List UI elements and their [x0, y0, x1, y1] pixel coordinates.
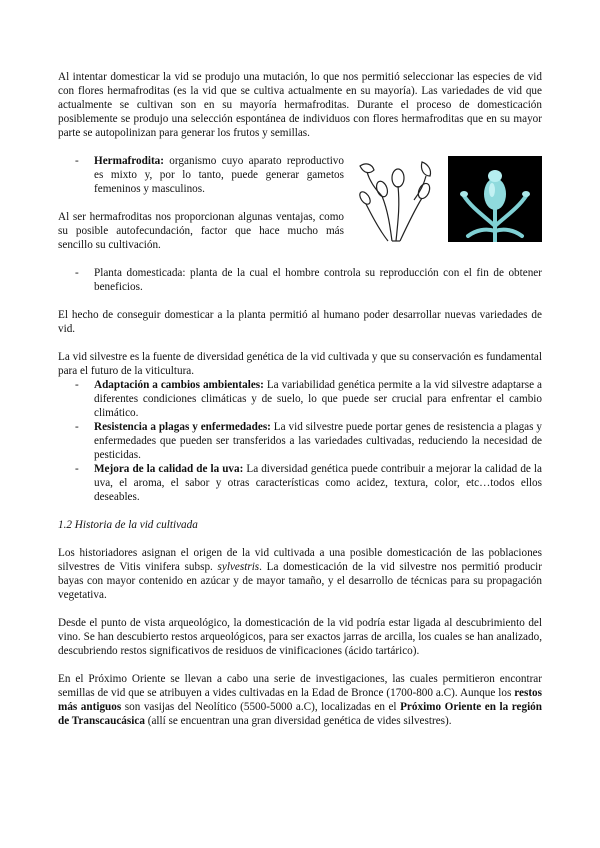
- bullet-dash: -: [75, 463, 79, 475]
- advantages-paragraph: Al ser hermafroditas nos proporcionan algunas ventajas, como su posible autofecundación, factor que hace mucho más sencillo su cultivación.: [58, 211, 344, 251]
- benefit-term: Mejora de la calidad de la uva:: [94, 463, 244, 475]
- benefit-item: [58, 378, 542, 420]
- benefit-text: La diversidad genética puede contribuir a mejorar la calidad de la uva, el aroma, el sabor y otras características como acidez, textura, color, etc…todos ellos deseables.: [94, 463, 542, 503]
- hermafrodita-definition: Hermafrodita: organismo cuyo aparato reproductivo es mixto y, por lo tanto, puede generar gametos femeninos y masculinos.: [94, 155, 344, 195]
- flower-figures: [352, 154, 542, 252]
- domesticada-definition: Planta domesticada: planta de la cual el hombre controla su reproducción con el fin de obtener beneficios.: [94, 267, 542, 293]
- historia-paragraph-2: Desde el punto de vista arqueológico, la domesticación de la vid podría estar ligada al descubrimiento del vino. Se han descubierto restos arqueológicos, para ser exactos jarras de arcilla, los cuales se han analizado, descubriendo restos significativos de residuos de vinificaciones (ácido tartárico).: [58, 617, 542, 657]
- flower-sketch-illustration: [352, 156, 444, 246]
- flower-photo: [448, 156, 542, 242]
- section-heading: 1.2 Historia de la vid cultivada: [58, 519, 198, 531]
- benefit-text: La vid silvestre puede portar genes de resistencia a plagas y enfermedades que pueden ser transferidos a las variedades cultivadas, reduciendo la necesidad de pesticidas.: [94, 421, 542, 461]
- benefit-term: Resistencia a plagas y enfermedades:: [94, 421, 271, 433]
- intro-paragraph: Al intentar domesticar la vid se produjo una mutación, lo que nos permitió seleccionar las especies de vid con flores hermafroditas (es la vid que se cultiva actualmente en su mayoría). Las variedades de vid que actualmente se cultivan son en su mayoría hermafroditas. Durante el proceso de domesticación posiblemente se produjo una selección espontánea de individuos con flores hermafroditas que en su mayor parte se autopolinizan para generar los frutos y semillas.: [58, 71, 542, 139]
- hermafrodita-term: Hermafrodita:: [94, 155, 165, 167]
- historia-paragraph-1: Los historiadores asignan el origen de la vid cultivada a una posible domesticación de las poblaciones silvestres de Vitis vinifera subsp. sylvestris. La domesticación de la vid silvestre nos permitió producir bayas con mayor contenido en azúcar y de mayor tamaño, y el desarrollo de técnicas para su propagación vegetativa.: [58, 547, 542, 601]
- benefit-item: [58, 462, 542, 504]
- bullet-dash: -: [75, 267, 79, 279]
- historia-paragraph-3: En el Próximo Oriente se llevan a cabo una serie de investigaciones, las cuales permitieron encontrar semillas de vid que se atribuyen a vides cultivadas en la Edad de Bronce (1700-800 a.C). Aunque los restos más antiguos son vasijas del Neolítico (5500-5000 a.C), localizadas en el Próximo Oriente en la región de Transcaucásica (allí se encuentran una gran diversidad genética de vides silvestres).: [58, 673, 542, 727]
- domestication-result-paragraph: El hecho de conseguir domesticar a la planta permitió al humano poder desarrollar nuevas variedades de vid.: [58, 309, 542, 335]
- benefit-item: [58, 420, 542, 462]
- benefit-term: Adaptación a cambios ambientales:: [94, 379, 264, 391]
- silvestre-intro-paragraph: La vid silvestre es la fuente de diversidad genética de la vid cultivada y que su conservación es fundamental para el futuro de la viticultura.: [58, 351, 542, 377]
- bullet-dash: -: [75, 379, 79, 391]
- bullet-dash: -: [75, 421, 79, 433]
- hermafrodita-section: [58, 154, 542, 252]
- bullet-domesticada: [58, 266, 542, 294]
- bullet-hermafrodita: [58, 154, 344, 196]
- document-page: [58, 70, 542, 728]
- bullet-dash: -: [75, 155, 79, 167]
- benefit-text: La variabilidad genética permite a la vid silvestre adaptarse a diferentes condiciones climáticas y de suelo, lo que puede ser crucial para enfrentar el cambio climático.: [94, 379, 542, 419]
